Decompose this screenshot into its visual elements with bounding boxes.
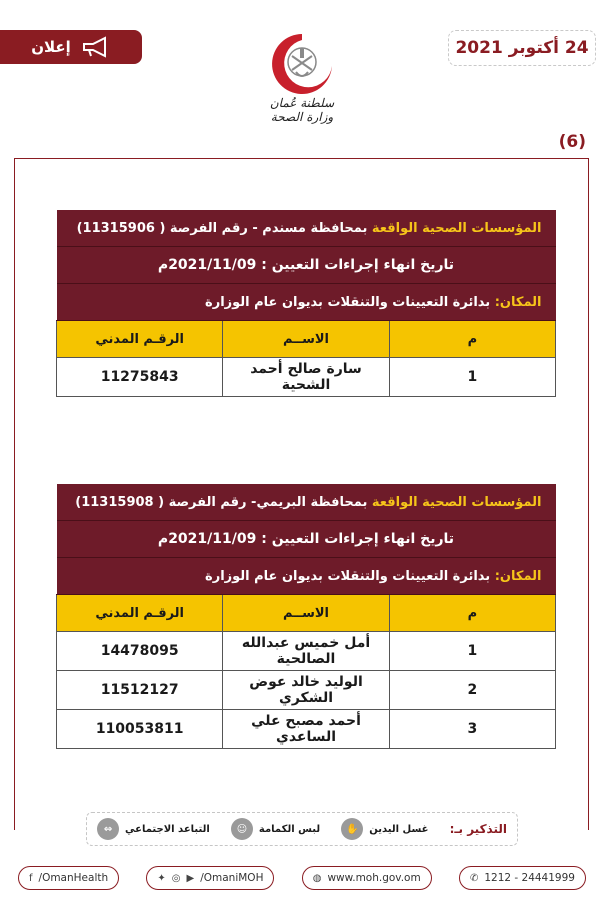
row-name: سارة صالح أحمد الشحية	[223, 358, 389, 397]
facebook-handle: /OmanHealth	[38, 872, 109, 884]
phone-link[interactable]	[459, 866, 586, 890]
date-box	[448, 30, 596, 66]
col-civil-header: الرقـم المدني	[57, 595, 223, 632]
reminder-item-handwash	[341, 818, 428, 840]
section-title-prefix: المؤسسات الصحية الواقعة	[371, 494, 542, 510]
ministry-logo	[247, 30, 357, 135]
section-title	[57, 210, 556, 247]
col-name-header: الاســم	[223, 321, 389, 358]
reminder-label: لبس الكمامة	[258, 823, 321, 835]
reminder-label: التباعد الاجتماعي	[125, 823, 210, 835]
section-title	[57, 484, 556, 521]
col-name-header: الاســم	[223, 595, 389, 632]
globe-icon: ◍	[312, 872, 322, 884]
reminder-item-mask	[231, 818, 320, 840]
section-buraimi	[56, 484, 556, 749]
section-date	[57, 247, 556, 284]
place-value: بدائرة التعيينات والتنقلات بديوان عام الوزارة	[205, 294, 495, 310]
section-musandam	[56, 210, 556, 397]
page-number: (6)	[558, 132, 586, 152]
reminder-item-distancing	[97, 818, 210, 840]
row-name: أمل خميس عبدالله الصالحية	[223, 632, 389, 671]
section-table	[56, 484, 556, 749]
social-handle: /OmaniMOH	[200, 872, 264, 884]
row-name: أحمد مصبح علي الساعدي	[223, 710, 389, 749]
date-text: 24 أكتوبر 2021	[455, 38, 589, 58]
date-line: تاريخ انهاء إجراءات التعيين : 2021/11/09م	[157, 531, 455, 547]
row-name: الوليد خالد عوض الشكري	[223, 671, 389, 710]
website-link[interactable]	[302, 866, 432, 890]
table-row	[57, 710, 556, 749]
row-num: 1	[389, 358, 555, 397]
table-row	[57, 358, 556, 397]
logo-line-1: سلطنة عُمان	[269, 96, 335, 110]
row-num: 3	[389, 710, 555, 749]
emblem-icon	[266, 30, 338, 96]
facebook-link[interactable]	[18, 866, 119, 890]
place-value: بدائرة التعيينات والتنقلات بديوان عام الوزارة	[205, 568, 495, 584]
place-label: المكان:	[494, 568, 542, 584]
section-title-rest: بمحافظة مسندم - رقم الفرصة ( 11315906)	[76, 220, 372, 236]
distancing-icon: ⇔	[97, 818, 119, 840]
date-line: تاريخ انهاء إجراءات التعيين : 2021/11/09م	[157, 257, 455, 273]
announcement-badge	[0, 30, 142, 64]
section-title-rest: بمحافظة البريمي- رقم الفرصة ( 11315908)	[75, 494, 372, 510]
social-link[interactable]	[146, 866, 274, 890]
mask-icon: ☺	[231, 818, 253, 840]
instagram-icon: ◎	[171, 872, 181, 884]
row-num: 2	[389, 671, 555, 710]
announcement-label: إعلان	[31, 38, 71, 56]
website-url: www.moh.gov.om	[327, 872, 421, 884]
col-num-header: م	[389, 321, 555, 358]
youtube-icon: ▶	[186, 872, 195, 884]
row-num: 1	[389, 632, 555, 671]
table-row	[57, 671, 556, 710]
col-num-header: م	[389, 595, 555, 632]
footer	[0, 866, 604, 890]
reminder-strip	[86, 812, 518, 846]
section-place	[57, 558, 556, 595]
row-civil: 14478095	[57, 632, 223, 671]
reminder-lead: التذكير بـ:	[449, 822, 507, 836]
hand-wash-icon: ✋	[341, 818, 363, 840]
phone-icon: ✆	[469, 872, 479, 884]
megaphone-icon	[81, 36, 111, 58]
section-table	[56, 210, 556, 397]
section-date	[57, 521, 556, 558]
phone-number: 1212 - 24441999	[484, 872, 575, 884]
section-title-prefix: المؤسسات الصحية الواقعة	[371, 220, 542, 236]
row-civil: 11512127	[57, 671, 223, 710]
twitter-icon: ✦	[157, 872, 166, 884]
col-civil-header: الرقـم المدني	[57, 321, 223, 358]
row-civil: 110053811	[57, 710, 223, 749]
logo-line-2: وزارة الصحة	[270, 110, 334, 124]
row-civil: 11275843	[57, 358, 223, 397]
facebook-icon: f	[29, 872, 33, 884]
table-row	[57, 632, 556, 671]
place-label: المكان:	[494, 294, 542, 310]
section-place	[57, 284, 556, 321]
reminder-label: غسل اليدين	[369, 823, 429, 835]
